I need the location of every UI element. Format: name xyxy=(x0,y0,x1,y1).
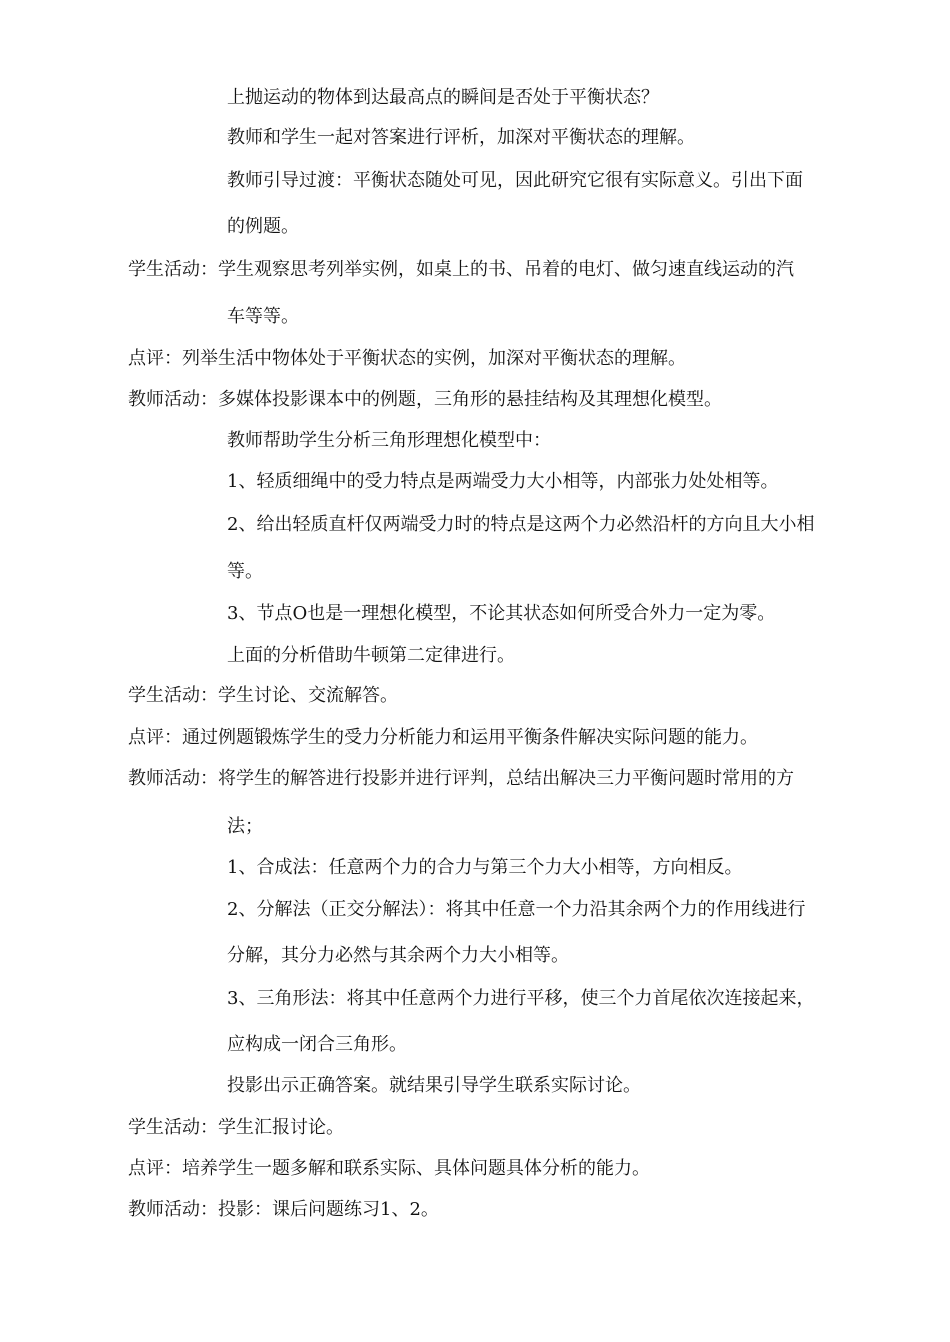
text-line: 等。 xyxy=(227,561,263,582)
text-line: 教师活动：投影：课后问题练习1、2。 xyxy=(128,1199,439,1220)
text-line: 上面的分析借助牛顿第二定律进行。 xyxy=(227,645,515,666)
text-line: 的例题。 xyxy=(227,216,299,237)
text-line: 2、分解法（正交分解法）：将其中任意一个力沿其余两个力的作用线进行 xyxy=(227,899,806,920)
text-line: 点评：通过例题锻炼学生的受力分析能力和运用平衡条件解决实际问题的能力。 xyxy=(128,727,758,748)
text-line: 法； xyxy=(227,816,263,837)
text-line: 2、给出轻质直杆仅两端受力时的特点是这两个力必然沿杆的方向且大小相 xyxy=(227,514,815,535)
text-line: 应构成一闭合三角形。 xyxy=(227,1034,407,1055)
text-line: 学生活动：学生汇报讨论。 xyxy=(128,1117,344,1138)
text-line: 上抛运动的物体到达最高点的瞬间是否处于平衡状态？ xyxy=(227,87,659,108)
text-line: 3、节点O也是一理想化模型，不论其状态如何所受合外力一定为零。 xyxy=(227,603,776,624)
text-line: 教师活动：将学生的解答进行投影并进行评判，总结出解决三力平衡问题时常用的方 xyxy=(128,768,794,789)
text-line: 1、轻质细绳中的受力特点是两端受力大小相等，内部张力处处相等。 xyxy=(227,471,779,492)
text-line: 3、三角形法：将其中任意两个力进行平移，使三个力首尾依次连接起来， xyxy=(227,988,815,1009)
text-line: 分解，其分力必然与其余两个力大小相等。 xyxy=(227,945,569,966)
text-line: 教师引导过渡：平衡状态随处可见，因此研究它很有实际意义。引出下面 xyxy=(227,170,803,191)
text-line: 点评：列举生活中物体处于平衡状态的实例，加深对平衡状态的理解。 xyxy=(128,348,686,369)
text-line: 投影出示正确答案。就结果引导学生联系实际讨论。 xyxy=(227,1075,641,1096)
text-line: 1、合成法：任意两个力的合力与第三个力大小相等，方向相反。 xyxy=(227,857,743,878)
text-line: 学生活动：学生观察思考列举实例，如桌上的书、吊着的电灯、做匀速直线运动的汽 xyxy=(128,259,794,280)
text-line: 点评：培养学生一题多解和联系实际、具体问题具体分析的能力。 xyxy=(128,1158,650,1179)
text-line: 学生活动：学生讨论、交流解答。 xyxy=(128,685,398,706)
text-line: 教师帮助学生分析三角形理想化模型中： xyxy=(227,430,551,451)
text-line: 教师和学生一起对答案进行评析，加深对平衡状态的理解。 xyxy=(227,127,695,148)
text-line: 教师活动：多媒体投影课本中的例题，三角形的悬挂结构及其理想化模型。 xyxy=(128,389,722,410)
text-line: 车等等。 xyxy=(227,306,299,327)
